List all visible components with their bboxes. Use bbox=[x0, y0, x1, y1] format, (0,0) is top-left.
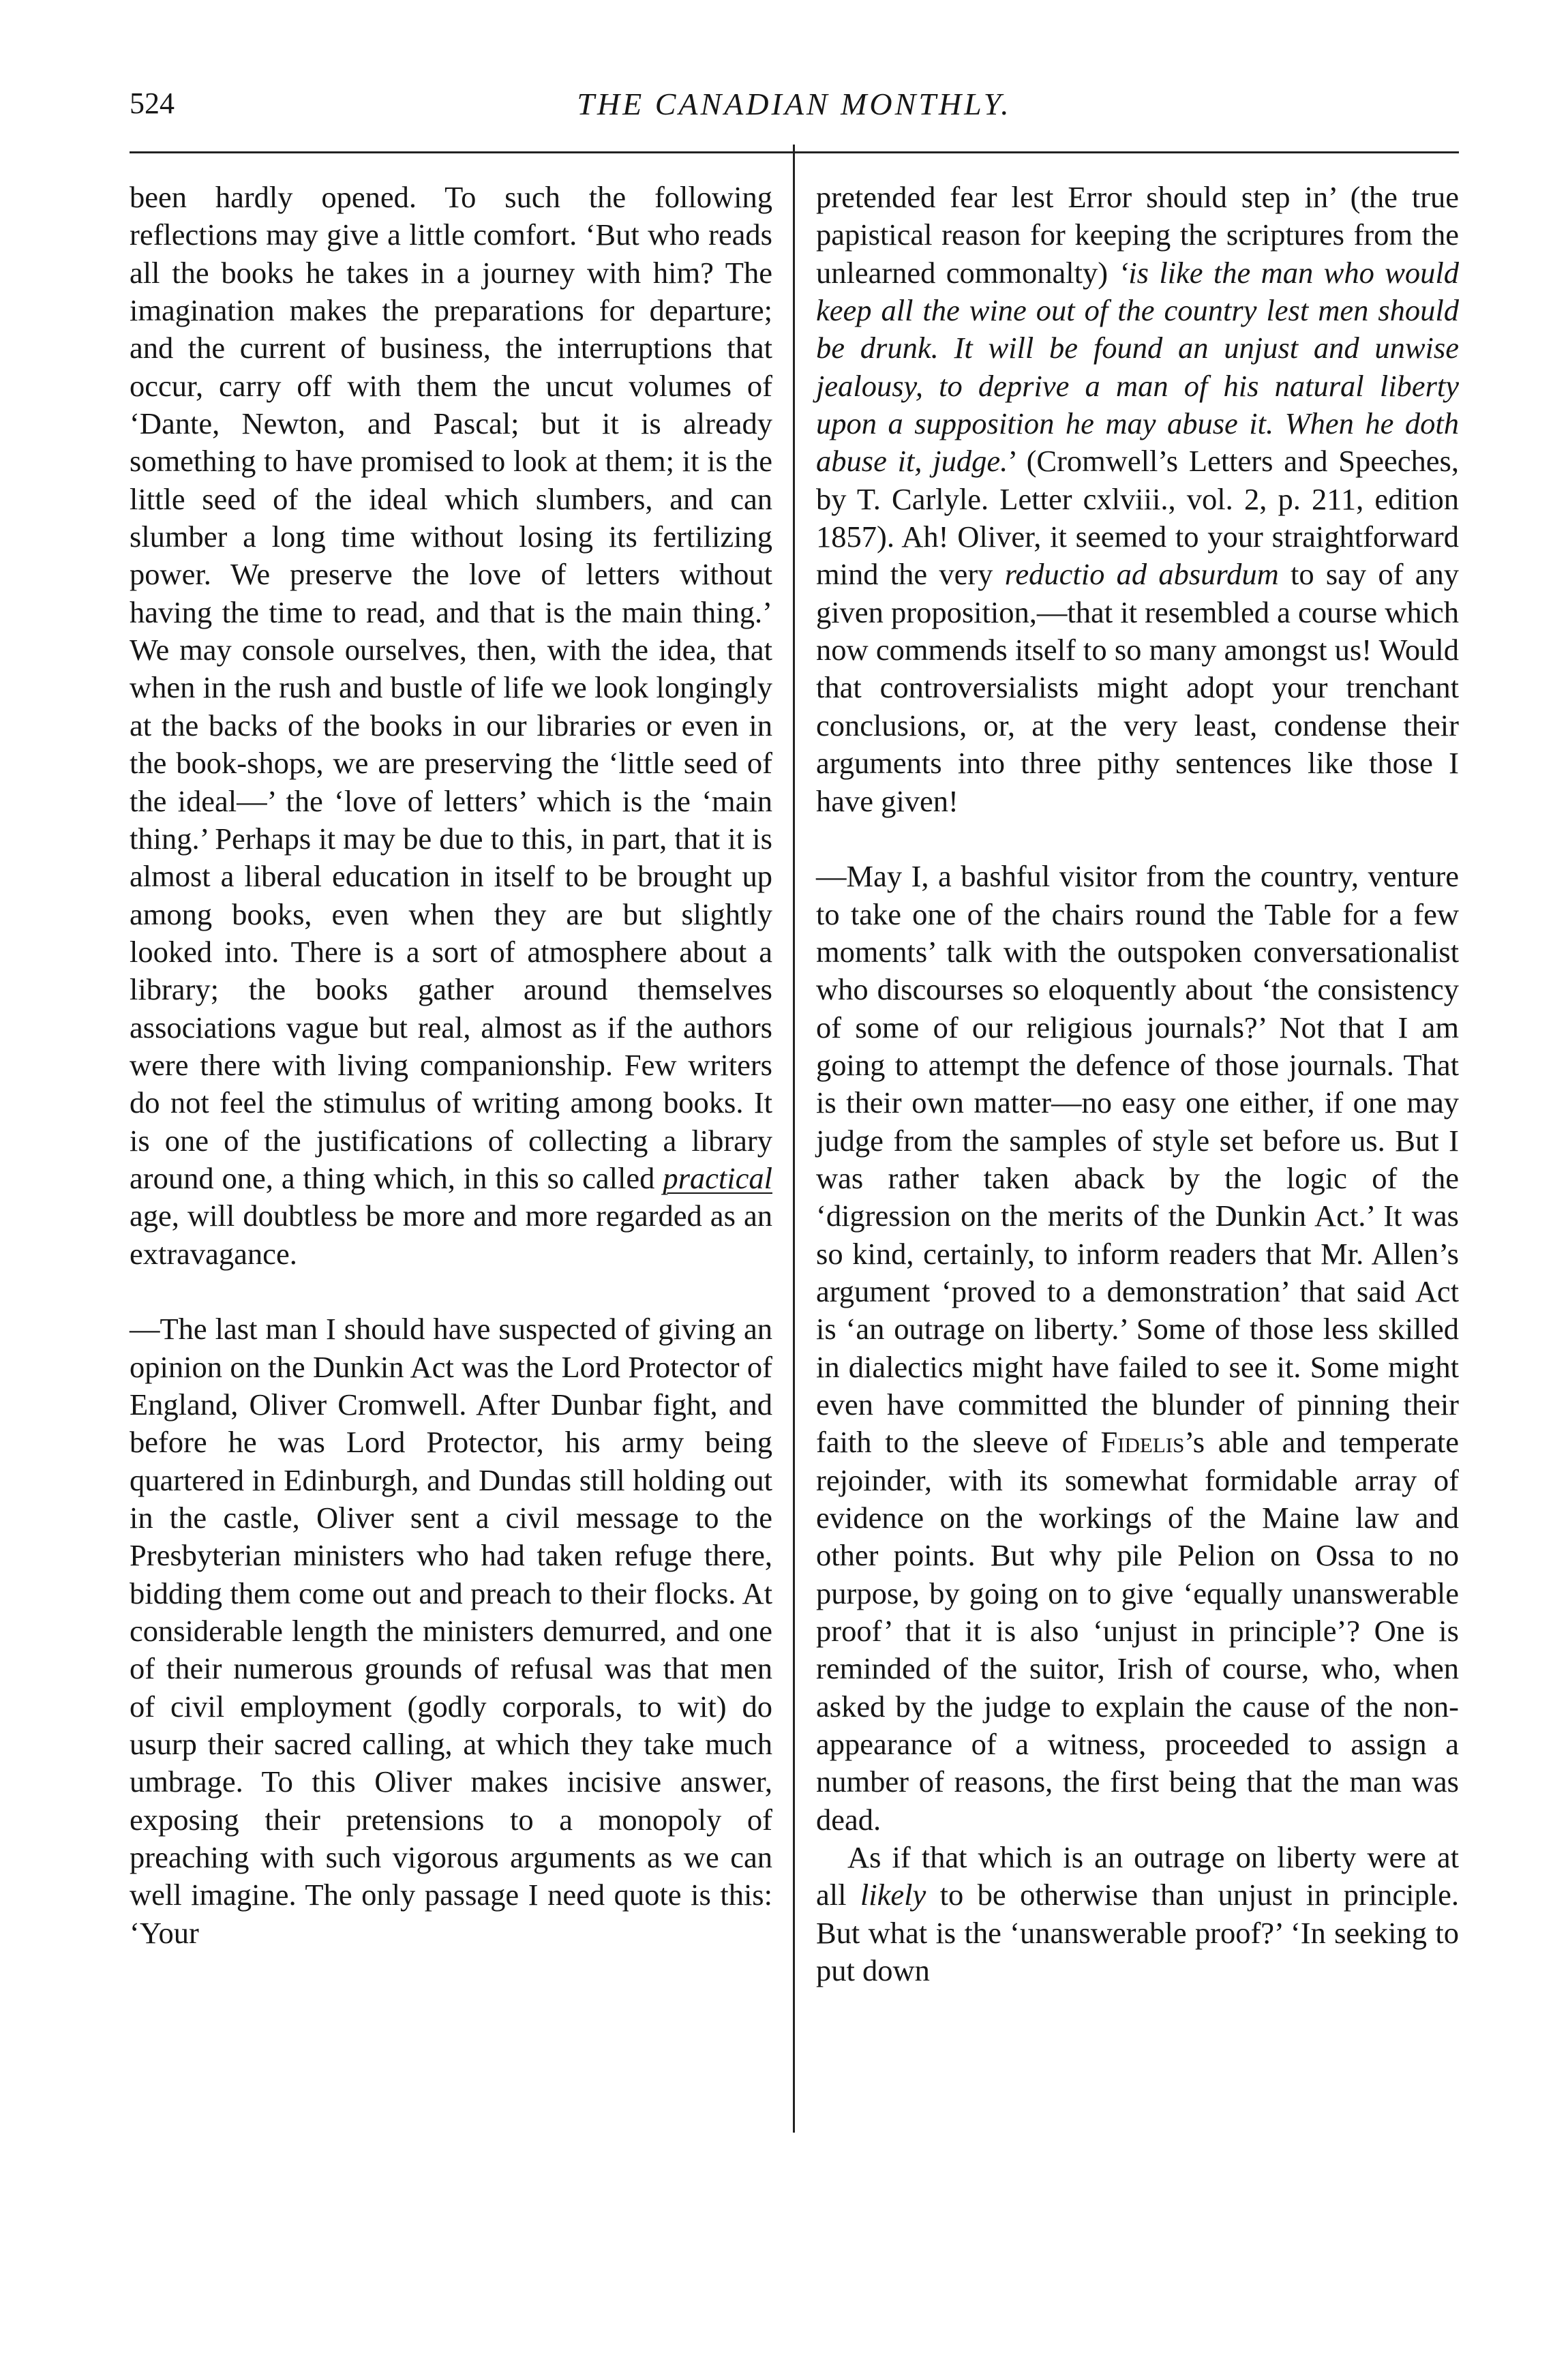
text-run: ’ (Cromwell’s Letters and Speeches, by T. Carlyle. Letter cxlviii., vol. 2, p. 211, edition 1857). Ah! Oliver, it seemed to your straightforward mind the very bbox=[816, 444, 1459, 592]
text-run: ’s able and temperate rejoinder, with its somewhat formidable array of evidence on the workings of the Maine law and other points. But why pile Pelion on Ossa to no purpose, by going on to give ‘equally unanswerable proof’ that it is also ‘unjust in principle’? One is reminded of the suitor, Irish of course, who, when asked by the judge to explain the cause of the non-appearance of a witness, proceeded to assign a number of reasons, the first being that the man was dead. bbox=[816, 1425, 1459, 1837]
name-fidelis: Fidelis bbox=[1100, 1425, 1185, 1460]
text-run: age, will doubtless be more and more regarded as an extravagance. bbox=[130, 1199, 772, 1271]
page-number: 524 bbox=[130, 87, 175, 120]
emphasis-likely: likely bbox=[860, 1878, 926, 1912]
column-divider bbox=[793, 145, 795, 2133]
text-run: —May I, a bashful visitor from the country, venture to take one of the chairs round the Table for a few moments’ talk with the outspoken conversationalist who discourses so eloquently about ‘the consistency of some of our religious journals?’ Not that I am going to attempt the defence of those journals. That is their own matter—no easy one either, if one may judge from the samples of style set before us. But I was rather taken aback by the logic of the ‘digression on the merits of the Dunkin Act.’ It was so kind, certainly, to inform readers that Mr. Allen’s argument ‘proved to a demonstration’ that said Act is ‘an outrage on liberty.’ Some of those less skilled in dialectics might have failed to see it. Some might even have committed the blunder of pinning their faith to the sleeve of bbox=[816, 859, 1459, 1460]
running-head: THE CANADIAN MONTHLY. bbox=[577, 87, 1012, 121]
paragraph-cromwell: —The last man I should have suspected of giving an opinion on the Dunkin Act was the Lord Protector of England, Oliver Cromwell. After Dunbar fight, and before he was Lord Protector, his army being quartered in Edinburgh, and Dundas still holding out in the castle, Oliver sent a civil message to the Presbyterian ministers who had taken refuge there, bidding them come out and preach to their flocks. At considerable length the ministers demurred, and one of their numerous grounds of refusal was that men of civil employment (godly corporals, to wit) do usurp their sacred calling, at which they take much umbrage. To this Oliver makes incisive answer, exposing their pretensions to a monopoly of preaching with such vigorous arguments as we can well imagine. The only passage I need quote is this: ‘Your bbox=[130, 1312, 772, 1950]
right-column bbox=[816, 179, 1459, 1990]
left-column bbox=[130, 179, 772, 1952]
text-run: As if that which is an outrage on liberty were at all bbox=[816, 1840, 1459, 1912]
text-run: to be otherwise than unjust in principle. But what is the ‘unanswerable proof?’ ‘In seeking to put down bbox=[816, 1878, 1459, 1988]
emphasis-reductio: reductio ad absurdum bbox=[1004, 557, 1279, 592]
text-run: to say of any given proposition,—that it resembled a course which now commends itself to so many amongst us! Would that controversialists might adopt your trenchant conclusions, or, at the very least, condense their arguments into three pithy sentences like those I have given! bbox=[816, 557, 1459, 818]
paragraph-cromwell-quote bbox=[816, 179, 1459, 820]
text-run: pretended fear lest Error should step in’ (the true papistical reason for keeping the scriptures from the unlearned commonalty) bbox=[816, 180, 1459, 290]
paragraph-library bbox=[130, 179, 772, 1273]
text-run: been hardly opened. To such the following reflections may give a little comfort. ‘But who reads all the books he takes in a journey with him? The imagination makes the preparations for departure; and the current of business, the interruptions that occur, carry off with them the uncut volumes of ‘Dante, Newton, and Pascal; but it is already something to have promised to look at them; it is the little seed of the ideal which slumbers, and can slumber a long time without losing its fertilizing power. We preserve the love of letters without having the time to read, and that is the main thing.’ We may console ourselves, then, with the idea, that when in the rush and bustle of life we look longingly at the backs of the books in our libraries or even in the book-shops, we are preserving the ‘little seed of the ideal—’ the ‘love of letters’ which is the ‘main thing.’ Perhaps it may be due to this, in part, that it is almost a liberal education in itself to be brought up among books, even when they are but slightly looked into. There is a sort of atmosphere about a library; the books gather around themselves associations vague but real, almost as if the authors were there with living companionship. Few writers do not feel the stimulus of writing among books. It is one of the justifications of collecting a library around one, a thing which, in this so called bbox=[130, 180, 772, 1195]
emphasis-practical: practical bbox=[663, 1160, 772, 1195]
page-header bbox=[130, 80, 1459, 135]
quote-italic: ‘is like the man who would keep all the wine out of the country lest men should be drunk. It will be found an unjust and unwise jealousy, to deprive a man of his natural liberty upon a supposition he may abuse it. When he doth abuse it, judge. bbox=[816, 255, 1459, 479]
paragraph-dunkin-act bbox=[816, 858, 1459, 1839]
paragraph-outrage bbox=[816, 1839, 1459, 1989]
